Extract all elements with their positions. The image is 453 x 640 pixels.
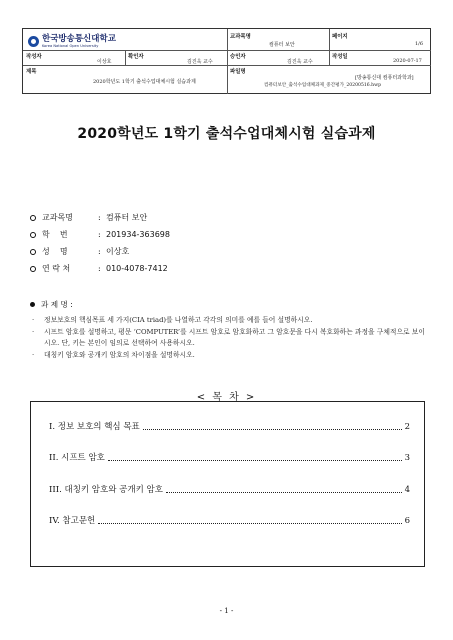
document-title: 2020학년도 1학기 출석수업대체시험 실습과제 xyxy=(77,126,376,142)
info-row-name: 성 명 : 이상호 xyxy=(30,243,170,260)
assignment-item-text: 정보보호의 핵심목표 세 가지(CIA triad)를 나열하고 각각의 의미를 예를 들어 설명하시오. xyxy=(44,316,313,324)
date-value: 2020-07-17 xyxy=(393,58,422,64)
assignment-heading-text: 과 제 명 : xyxy=(41,300,73,309)
toc-leader-dots xyxy=(108,460,402,461)
subject-label: 제목 xyxy=(26,69,37,75)
info-row-student-id: 학 번 : 201934-363698 xyxy=(30,226,170,243)
assignment-item-text: 시프트 암호를 설명하고, 평문 ‘COMPUTER’를 시프트 암호로 암호화하고 그 암호문을 다시 복호화하는 과정을 구체적으로 보이시오. 단, 키는 본인이 임의로 선택하여 사용하시오. xyxy=(44,327,425,347)
toc-entry xyxy=(49,451,410,463)
subject-value: 2020학년도 1학기 출석수업대체시험 실습과제 xyxy=(93,79,196,85)
toc-leader-dots xyxy=(166,492,402,493)
page-label: 페이지 xyxy=(332,34,348,40)
university-name-en: Korea National Open University xyxy=(42,44,99,48)
info-value: 201934-363698 xyxy=(106,230,170,239)
file-label: 파일명 xyxy=(230,69,246,75)
toc-entry-page: 3 xyxy=(404,453,410,463)
toc-entry-label: I. 정보 보호의 핵심 목표 xyxy=(49,422,140,432)
toc-entry-page: 2 xyxy=(404,422,410,432)
filled-bullet-icon xyxy=(30,302,35,307)
info-value: 컴퓨터 보안 xyxy=(106,213,148,222)
info-value: 이상호 xyxy=(106,247,130,256)
course-label: 교과목명 xyxy=(230,34,251,40)
circle-bullet-icon xyxy=(30,215,36,221)
toc-title: < 목 차 > xyxy=(196,392,257,403)
toc-entry-page: 4 xyxy=(404,485,410,495)
circle-bullet-icon xyxy=(30,266,36,272)
file-line-2: 컴퓨터보안_출석수업대체과제_중간평가_20200516.hwp xyxy=(264,83,382,88)
info-key: 교과목명 xyxy=(42,213,73,222)
info-key: 성 명 xyxy=(42,247,68,256)
assignment-heading xyxy=(30,299,425,310)
toc-leader-dots xyxy=(143,429,402,430)
page-number: - 1 - xyxy=(219,607,234,615)
assignment-section xyxy=(30,299,425,361)
info-key: 학 번 xyxy=(42,230,68,239)
university-emblem-icon xyxy=(28,36,39,47)
info-key: 연 락 처 xyxy=(42,264,71,273)
author-label: 작성자 xyxy=(26,54,42,60)
assignment-item-text: 대칭키 암호와 공개키 암호의 차이점을 설명하시오. xyxy=(44,350,195,359)
circle-bullet-icon xyxy=(30,249,36,255)
author-value: 이상호 xyxy=(97,59,112,65)
toc-entry xyxy=(49,514,410,526)
date-label: 작성일 xyxy=(332,54,348,60)
table-of-contents xyxy=(30,401,425,567)
student-info xyxy=(30,209,170,277)
toc-entry-page: 6 xyxy=(404,516,410,526)
university-name-ko: 한국방송통신대학교 xyxy=(42,34,116,44)
university-logo xyxy=(28,35,116,48)
toc-entry xyxy=(49,483,410,495)
checker-value: 김진욱 교수 xyxy=(187,59,213,65)
file-line-1: [방송통신대 컴퓨터과학과] xyxy=(355,75,414,81)
toc-leader-dots xyxy=(98,523,401,524)
toc-entry-label: III. 대칭키 암호와 공개키 암호 xyxy=(49,485,163,495)
approver-label: 승인자 xyxy=(230,54,246,60)
assignment-item: · 시프트 암호를 설명하고, 평문 ‘COMPUTER’를 시프트 암호로 암호화하고 그 암호문을 다시 복호화하는 과정을 구체적으로 보이시오. 단, 키는 본인이 임의로 선택하여 사용하시오. xyxy=(32,327,425,347)
toc-entry-label: II. 시프트 암호 xyxy=(49,453,105,463)
assignment-item: · 정보보호의 핵심목표 세 가지(CIA triad)를 나열하고 각각의 의미를 예를 들어 설명하시오. xyxy=(32,316,313,324)
info-row-course: 교과목명 : 컴퓨터 보안 xyxy=(30,209,170,226)
toc-entry-label: IV. 참고문헌 xyxy=(49,516,96,526)
info-value: 010-4078-7412 xyxy=(106,264,168,273)
checker-label: 확인자 xyxy=(128,54,144,60)
toc-entry xyxy=(49,420,410,432)
assignment-item: · 대칭키 암호와 공개키 암호의 차이점을 설명하시오. xyxy=(32,350,195,359)
approver-value: 김진욱 교수 xyxy=(287,59,313,65)
course-value: 컴퓨터 보안 xyxy=(269,42,295,48)
page-value: 1/6 xyxy=(415,41,424,47)
info-row-contact: 연 락 처 : 010-4078-7412 xyxy=(30,260,170,277)
circle-bullet-icon xyxy=(30,232,36,238)
